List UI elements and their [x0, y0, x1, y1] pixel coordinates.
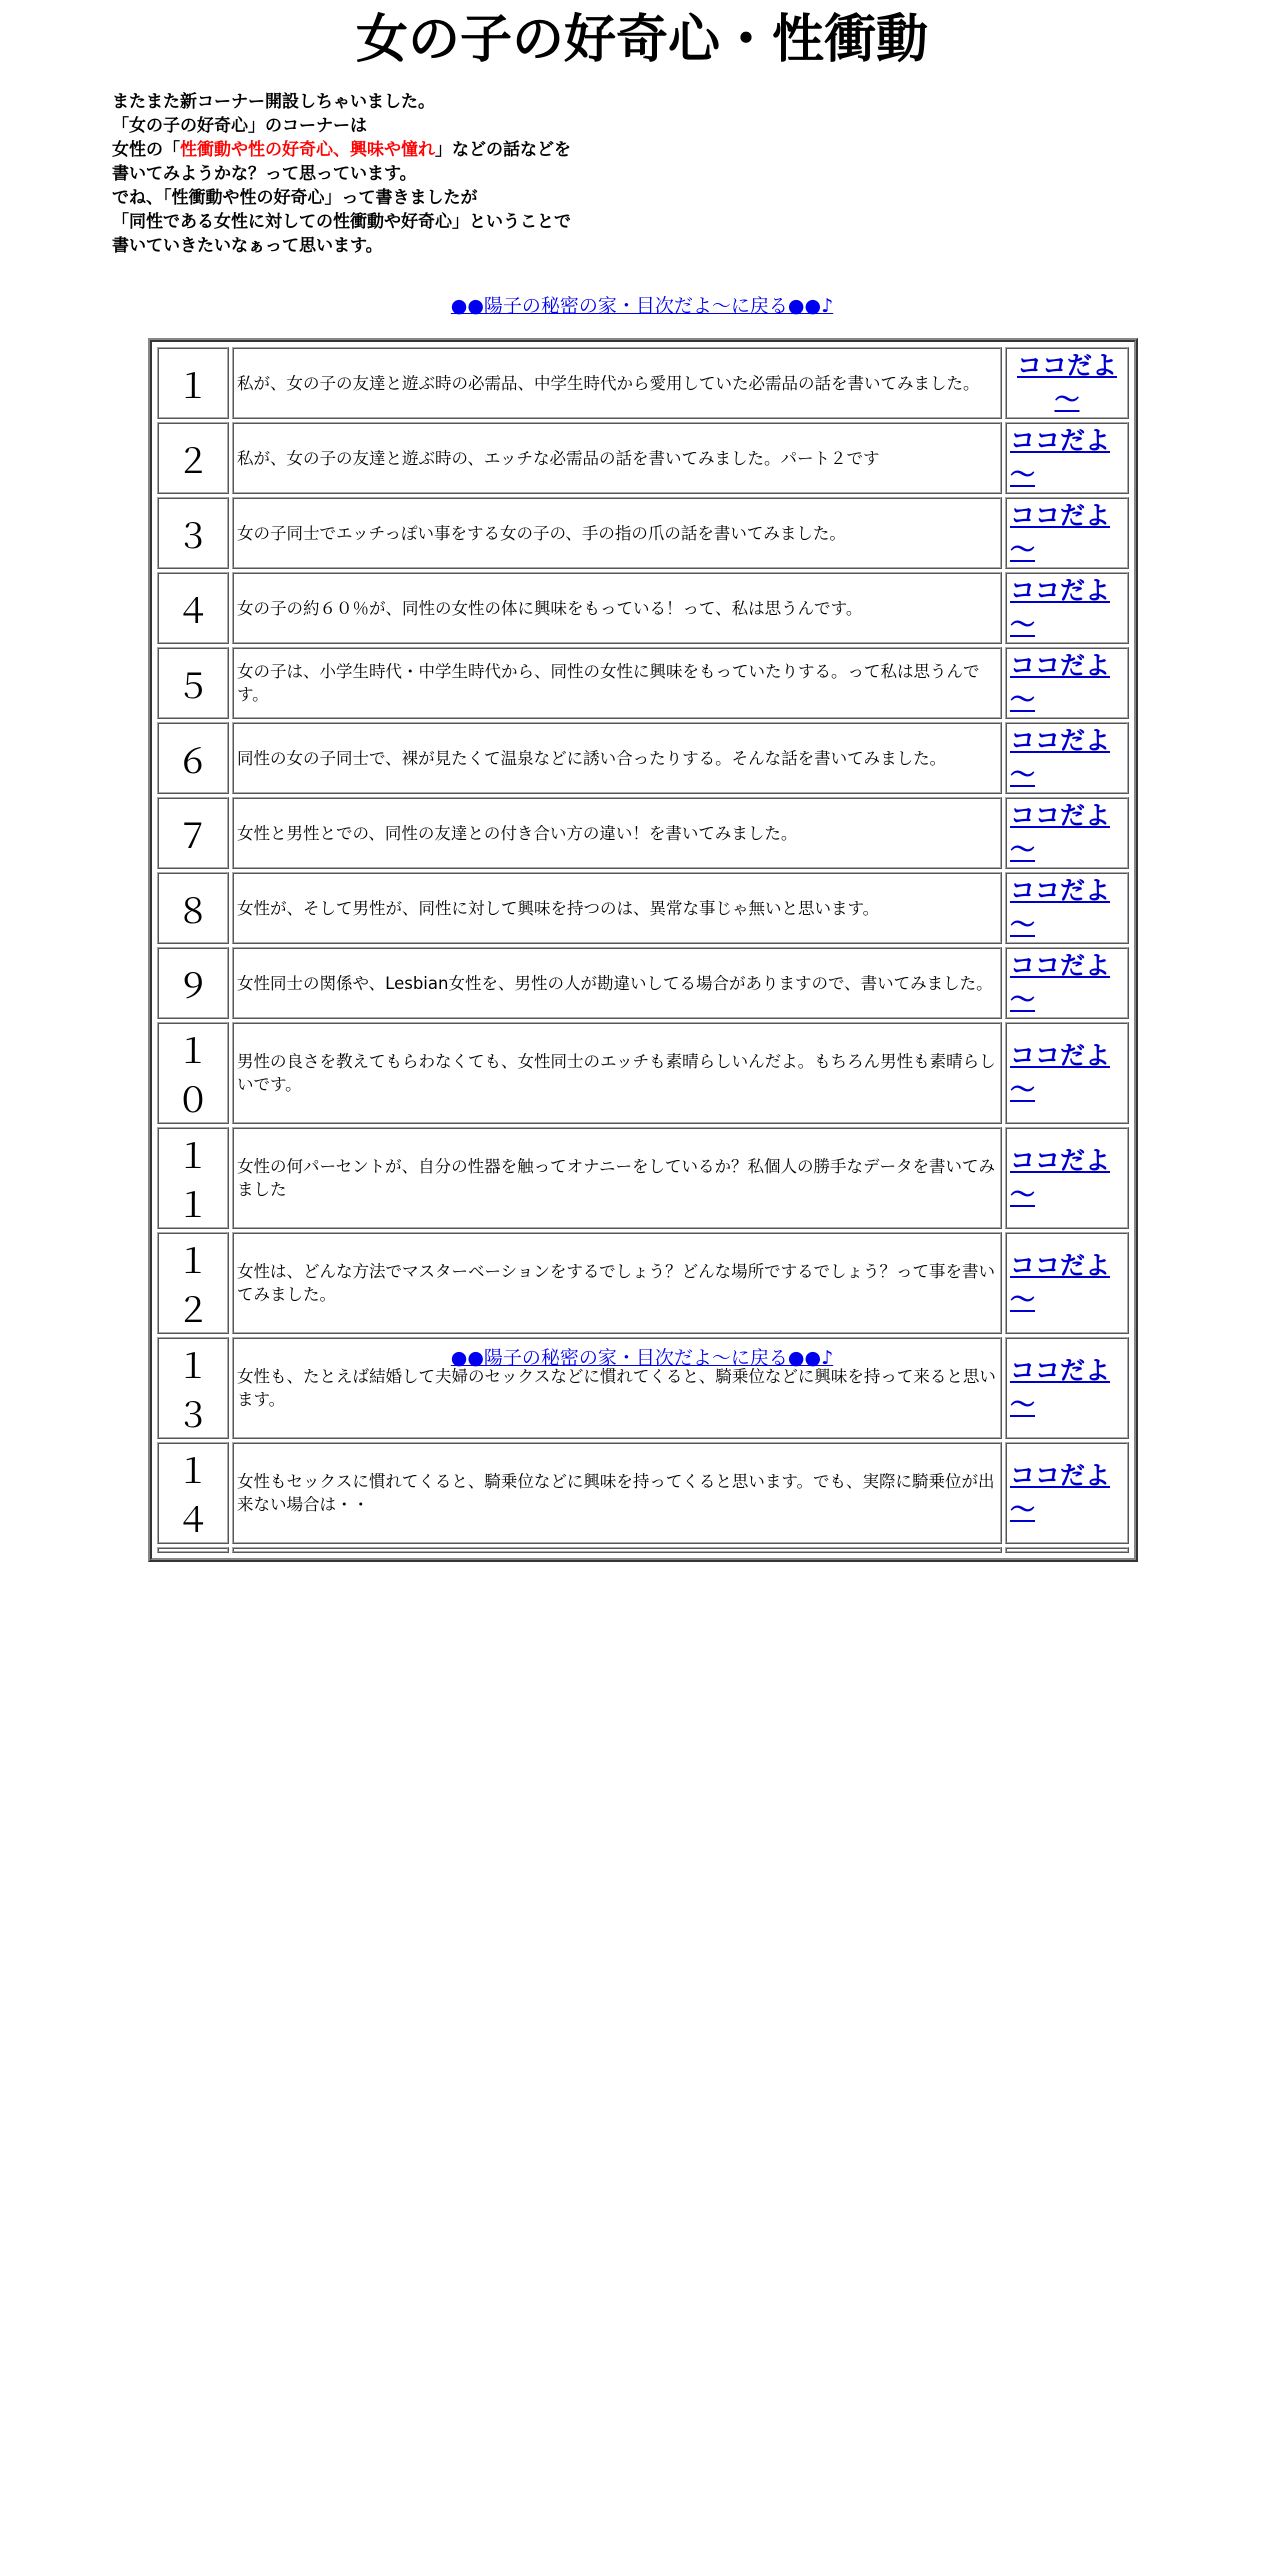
empty-cell: [232, 1547, 1002, 1553]
row-description: 同性の女の子同士で、裸が見たくて温泉などに誘い合ったりする。そんな話を書いてみました。: [232, 722, 1002, 794]
row-link-cell: [1005, 347, 1129, 419]
intro-line: 「女の子の好奇心」のコーナーは: [112, 116, 367, 136]
intro-line: でね、「性衝動や性の好奇心」って書きましたが: [112, 188, 478, 208]
table-row: [157, 1232, 1129, 1334]
table-row: [157, 1442, 1129, 1544]
article-link[interactable]: ココだよ～: [1010, 501, 1111, 564]
row-description: 女性同士の関係や、Lesbian女性を、男性の人が勘違いしてる場合がありますので、書いてみました。: [232, 947, 1002, 1019]
row-link-cell: [1005, 647, 1129, 719]
row-link-cell: [1005, 497, 1129, 569]
article-link[interactable]: ココだよ～: [1010, 726, 1111, 789]
row-description: 女性の何パーセントが、自分の性器を触ってオナニーをしているか？私個人の勝手なデータを書いてみました: [232, 1127, 1002, 1229]
row-description: 女性と男性とでの、同性の友達との付き合い方の違い！を書いてみました。: [232, 797, 1002, 869]
empty-cell: [157, 1547, 229, 1553]
intro-highlight: 性衝動や性の好奇心、興味や憧れ: [180, 140, 435, 160]
table-row: [157, 1127, 1129, 1229]
empty-cell: [1005, 1547, 1129, 1553]
row-description: 私が、女の子の友達と遊ぶ時の必需品、中学生時代から愛用していた必需品の話を書いてみました。: [232, 347, 1002, 419]
back-link-bottom-container: [0, 1345, 1284, 1371]
intro-line: 「同性である女性に対しての性衝動や好奇心」ということで: [112, 212, 571, 232]
row-number: １３: [157, 1337, 229, 1439]
row-description: 私が、女の子の友達と遊ぶ時の、エッチな必需品の話を書いてみました。パート２です: [232, 422, 1002, 494]
row-number: ５: [157, 647, 229, 719]
row-number: ７: [157, 797, 229, 869]
intro-text-segment: 」などの話などを: [435, 140, 571, 160]
row-link-cell: [1005, 572, 1129, 644]
article-table-body: [157, 347, 1129, 1553]
table-row: [157, 497, 1129, 569]
article-link[interactable]: ココだよ～: [1010, 1461, 1111, 1524]
row-number: ２: [157, 422, 229, 494]
back-link-top-container: [0, 293, 1284, 319]
article-link[interactable]: ココだよ～: [1010, 426, 1111, 489]
row-number: ８: [157, 872, 229, 944]
row-number: １４: [157, 1442, 229, 1544]
row-link-cell: [1005, 722, 1129, 794]
intro-text-segment: 女性の「: [112, 140, 180, 160]
row-link-cell: [1005, 797, 1129, 869]
article-link[interactable]: ココだよ～: [1016, 351, 1117, 414]
article-table: [148, 338, 1138, 1562]
table-row: [157, 647, 1129, 719]
row-link-cell: [1005, 1232, 1129, 1334]
row-link-cell: [1005, 947, 1129, 1019]
article-link[interactable]: ココだよ～: [1010, 801, 1111, 864]
table-row: [157, 422, 1129, 494]
article-link[interactable]: ココだよ～: [1010, 951, 1111, 1014]
back-to-index-link[interactable]: ●●陽子の秘密の家・目次だよ～に戻る●●♪: [450, 295, 834, 317]
row-number: １: [157, 347, 229, 419]
table-row: [157, 1022, 1129, 1124]
row-link-cell: [1005, 1442, 1129, 1544]
back-to-index-link[interactable]: ●●陽子の秘密の家・目次だよ～に戻る●●♪: [450, 1347, 834, 1369]
table-row: [157, 797, 1129, 869]
table-row: [157, 722, 1129, 794]
row-description: 女性が、そして男性が、同性に対して興味を持つのは、異常な事じゃ無いと思います。: [232, 872, 1002, 944]
intro-line: またまた新コーナー開設しちゃいました。: [112, 92, 435, 112]
row-number: ９: [157, 947, 229, 1019]
article-link[interactable]: ココだよ～: [1010, 876, 1111, 939]
article-link[interactable]: ココだよ～: [1010, 1356, 1111, 1419]
row-number: １０: [157, 1022, 229, 1124]
row-description: 女性もセックスに慣れてくると、騎乗位などに興味を持ってくると思います。でも、実際に騎乗位が出来ない場合は・・: [232, 1442, 1002, 1544]
row-number: ４: [157, 572, 229, 644]
row-description: 女の子は、小学生時代・中学生時代から、同性の女性に興味をもっていたりする。って私は思うんです。: [232, 647, 1002, 719]
intro-text: [112, 90, 1012, 258]
row-number: １２: [157, 1232, 229, 1334]
row-description: 女性は、どんな方法でマスターベーションをするでしょう？どんな場所でするでしょう？って事を書いてみました。: [232, 1232, 1002, 1334]
intro-line: 書いていきたいなぁって思います。: [112, 236, 383, 256]
intro-line: 書いてみようかな？って思っています。: [112, 164, 417, 184]
table-row: [157, 572, 1129, 644]
page-title: 女の子の好奇心・性衝動: [355, 10, 928, 70]
table-row: [157, 347, 1129, 419]
row-number: １１: [157, 1127, 229, 1229]
row-number: ３: [157, 497, 229, 569]
row-link-cell: [1005, 422, 1129, 494]
article-link[interactable]: ココだよ～: [1010, 1251, 1111, 1314]
article-link[interactable]: ココだよ～: [1010, 1041, 1111, 1104]
row-description: 女性も、たとえば結婚して夫婦のセックスなどに慣れてくると、騎乗位などに興味を持って来ると思います。: [232, 1337, 1002, 1439]
row-description: 女の子の約６０％が、同性の女性の体に興味をもっている！って、私は思うんです。: [232, 572, 1002, 644]
row-description: 男性の良さを教えてもらわなくても、女性同士のエッチも素晴らしいんだよ。もちろん男性も素晴らしいです。: [232, 1022, 1002, 1124]
row-number: ６: [157, 722, 229, 794]
row-link-cell: [1005, 1022, 1129, 1124]
row-description: 女の子同士でエッチっぽい事をする女の子の、手の指の爪の話を書いてみました。: [232, 497, 1002, 569]
table-row: [157, 947, 1129, 1019]
intro-line: [112, 138, 1012, 162]
article-link[interactable]: ココだよ～: [1010, 576, 1111, 639]
table-row: [157, 872, 1129, 944]
article-link[interactable]: ココだよ～: [1010, 1146, 1111, 1209]
row-link-cell: [1005, 1127, 1129, 1229]
table-row-empty: [157, 1547, 1129, 1553]
row-link-cell: [1005, 872, 1129, 944]
article-link[interactable]: ココだよ～: [1010, 651, 1111, 714]
